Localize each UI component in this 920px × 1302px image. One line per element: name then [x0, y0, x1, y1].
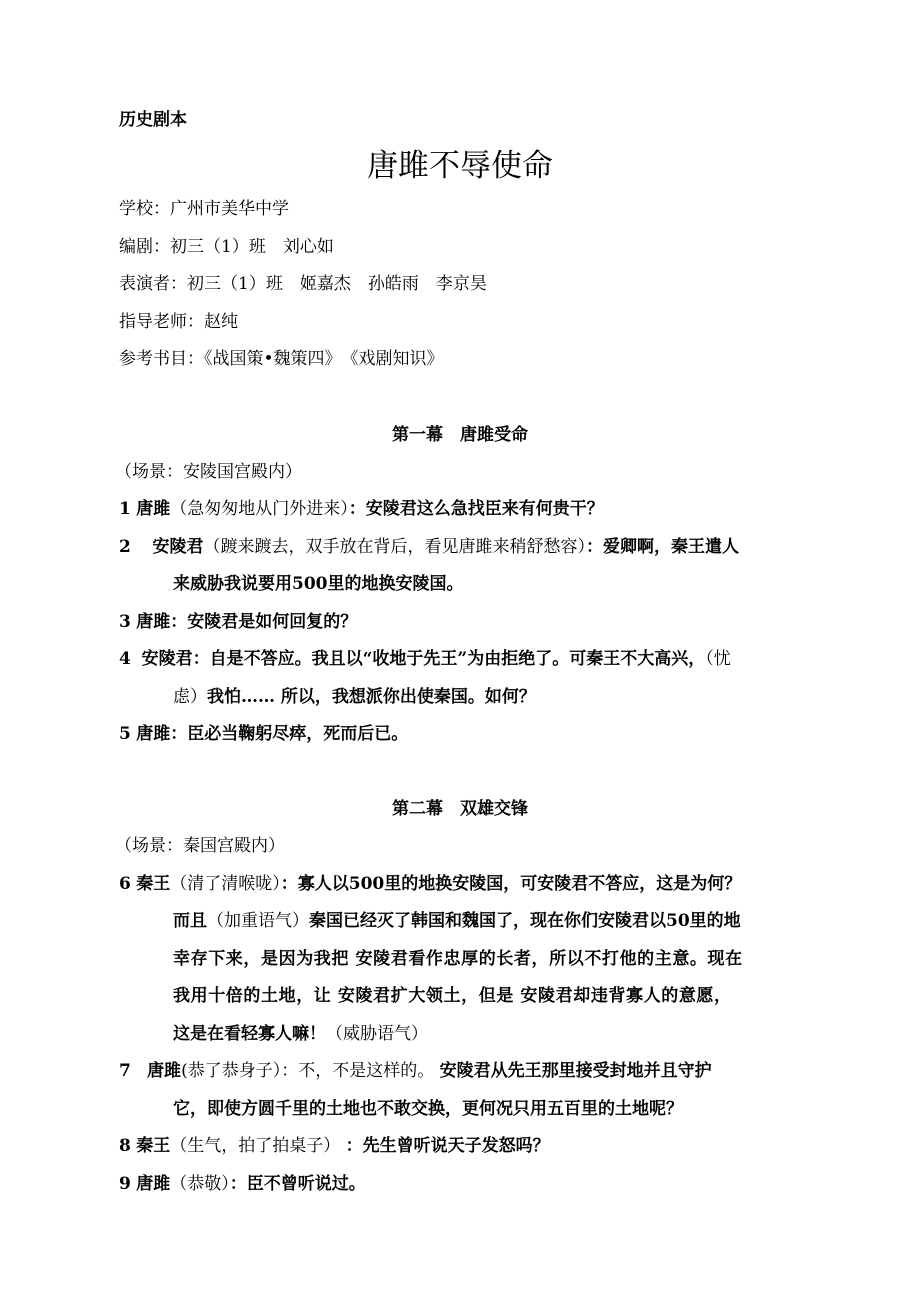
speaker: 唐雎	[147, 1061, 182, 1081]
stage-direction: 虑）	[173, 687, 207, 707]
act2-scene: （场景：秦国宫殿内）	[115, 836, 285, 856]
line-number: 2	[119, 537, 131, 557]
stage-direction: （生气，拍了拍桌子）	[170, 1136, 341, 1156]
dialogue-line-4-cont	[173, 685, 536, 709]
line-number: 3	[119, 612, 131, 632]
dialogue-line-5	[119, 722, 408, 746]
stage-direction: （急匆匆地从门外进来）	[170, 499, 349, 519]
dialogue-text: ：安陵君这么急找臣来有何贵干？	[348, 499, 604, 519]
dialogue-line-2-cont: 来威胁我说要用500里的地换安陵国。	[173, 574, 464, 594]
dialogue-line-3	[119, 610, 357, 634]
dialogue-line-2	[119, 535, 739, 559]
dialogue-line-6-cont-1	[173, 909, 741, 933]
line-number: 9	[119, 1174, 131, 1194]
dialogue-line-6-cont-2: 幸存下来，是因为我把 安陵君看作忠厚的长者，所以不打他的主意。现在	[173, 949, 743, 969]
stage-direction: (恭了恭身子）	[181, 1061, 282, 1081]
dialogue-text: ：爱卿啊，秦王遣人	[585, 537, 739, 557]
speaker: 安陵君	[152, 537, 204, 557]
dialogue-line-4	[119, 647, 731, 671]
genre-label: 历史剧本	[119, 110, 187, 130]
stage-direction: （踱来踱去，双手放在背后，看见唐雎来稍舒愁容）	[203, 537, 586, 557]
speaker: 唐雎	[136, 612, 171, 632]
speaker: 秦王	[136, 874, 171, 894]
line-number: 8	[119, 1136, 131, 1156]
line-number: 1	[119, 499, 131, 519]
line-number: 6	[119, 874, 131, 894]
school-line: 学校：广州市美华中学	[119, 199, 289, 219]
references-line: 参考书目：《战国策•魏策四》 《戏剧知识》	[119, 349, 444, 369]
speaker: 唐雎	[136, 1174, 171, 1194]
stage-direction: （忧	[705, 649, 731, 669]
dialogue-line-7	[119, 1059, 712, 1083]
dialogue-line-1	[119, 497, 604, 521]
dialogue-text: ：先生曾听说天子发怒吗？	[345, 1136, 550, 1156]
dialogue-text: ：安陵君是如何回复的？	[170, 612, 358, 632]
speaker: 安陵君	[141, 649, 193, 669]
line-number: 5	[119, 724, 131, 744]
speaker: 唐雎	[136, 724, 171, 744]
dialogue-text: 安陵君从先王那里接受封地并且守护	[439, 1061, 712, 1081]
act1-scene: （场景：安陵国宫殿内）	[115, 462, 302, 482]
line-number: 7	[119, 1061, 131, 1081]
speaker: 秦王	[136, 1136, 171, 1156]
dialogue-line-6-cont-4	[173, 1022, 428, 1046]
act2-heading: 第二幕 双雄交锋	[392, 799, 528, 819]
stage-direction: （威胁语气）	[326, 1024, 428, 1044]
actors-line: 表演者：初三（1）班 姬嘉杰 孙皓雨 李京昊	[119, 274, 487, 294]
dialogue-text: ：臣不曾听说过。	[229, 1174, 366, 1194]
dialogue-text: ：自是不答应。我且以“收地于先王”为由拒绝了。可秦王不大高兴，	[192, 649, 706, 669]
writer-line: 编剧：初三（1）班 刘心如	[119, 237, 334, 257]
dialogue-text: ：不，不是这样的。	[281, 1061, 435, 1081]
page-title: 唐雎不辱使命	[367, 148, 553, 184]
dialogue-line-9	[119, 1172, 366, 1196]
dialogue-text: 秦国已经灭了韩国和魏国了，现在你们安陵君以50里的地	[309, 911, 741, 931]
speaker: 唐雎	[136, 499, 171, 519]
stage-direction: （恭敬）	[170, 1174, 230, 1194]
stage-direction: （清了清喉咙）	[170, 874, 281, 894]
stage-direction: （加重语气）	[207, 911, 309, 931]
dialogue-text: 我怕…… 所以，我想派你出使秦国。如何？	[207, 687, 536, 707]
dialogue-line-7-cont: 它，即使方圆千里的土地也不敢交换，更何况只用五百里的土地呢？	[173, 1099, 683, 1119]
dialogue-text: ：臣必当鞠躬尽瘁，死而后已。	[170, 724, 409, 744]
act1-heading: 第一幕 唐雎受命	[392, 425, 528, 445]
dialogue-text: ：寡人以500里的地换安陵国，可安陵君不答应，这是为何？	[280, 874, 742, 894]
line-number: 4	[119, 649, 131, 669]
dialogue-line-6	[119, 872, 741, 896]
dialogue-line-8	[119, 1134, 550, 1158]
teacher-line: 指导老师：赵纯	[119, 312, 238, 332]
dialogue-text: 而且	[173, 911, 207, 931]
dialogue-text: 这是在看轻寡人嘛！	[173, 1024, 326, 1044]
dialogue-line-6-cont-3: 我用十倍的土地，让 安陵君扩大领土，但是 安陵君却违背寡人的意愿，	[173, 986, 732, 1006]
